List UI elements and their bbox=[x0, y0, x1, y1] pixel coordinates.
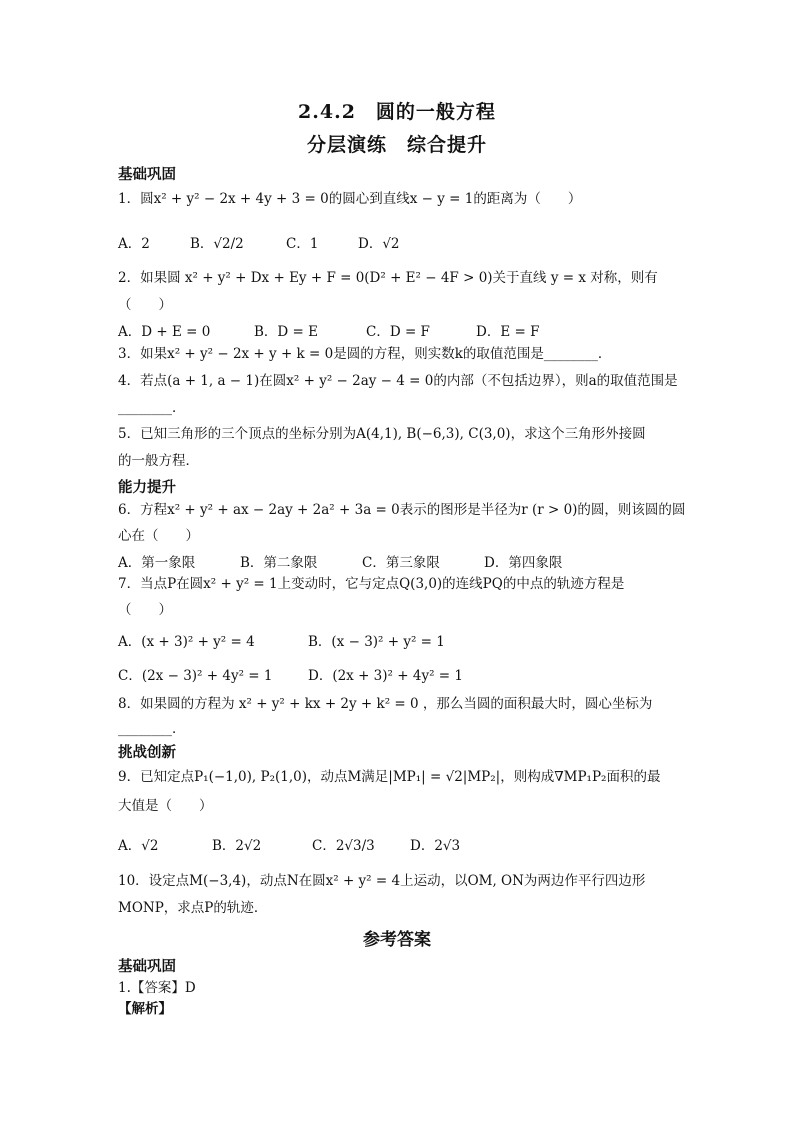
question-7-stem-line2: （ ） bbox=[118, 602, 172, 618]
question-9-stem-line1: 9．已知定点P₁(−1,0), P₂(1,0)，动点M满足|MP₁| = √2|MP₂|，则构成∇MP₁P₂面积的最 bbox=[118, 769, 661, 785]
question-2-stem-line1: 2．如果圆 x² + y² + Dx + Ey + F = 0(D² + E² − 4F > 0)关于直线 y = x 对称，则有 bbox=[118, 270, 658, 286]
q2-option-d: D．E = F bbox=[476, 324, 540, 340]
question-10-stem-line1: 10．设定点M(−3,4)，动点N在圆x² + y² = 4上运动，以OM, ON为两边作平行四边形 bbox=[118, 873, 646, 889]
question-5-stem-line1: 5．已知三角形的三个顶点的坐标分别为A(4,1), B(−6,3), C(3,0)，求这个三角形外接圆 bbox=[118, 426, 646, 442]
q1-option-b: B．√2/2 bbox=[190, 236, 244, 252]
q1-option-c: C．1 bbox=[286, 236, 319, 252]
q7-option-c: C．(2x − 3)² + 4y² = 1 bbox=[118, 668, 273, 684]
q7-option-a: A．(x + 3)² + y² = 4 bbox=[118, 634, 255, 650]
section-ability: 能力提升 bbox=[118, 479, 176, 496]
q1-option-a: A．2 bbox=[118, 236, 150, 252]
q9-option-d: D．2√3 bbox=[410, 838, 461, 854]
q6-option-a: A．第一象限 bbox=[118, 555, 196, 571]
question-5-stem-line2: 的一般方程． bbox=[118, 453, 199, 469]
question-10-stem-line2: MONP，求点P的轨迹． bbox=[118, 900, 268, 916]
q2-option-a: A．D + E = 0 bbox=[118, 324, 211, 340]
question-8-stem-line2: ________． bbox=[118, 721, 186, 737]
q9-option-b: B．2√2 bbox=[212, 838, 262, 854]
question-7-stem-line1: 7．当点P在圆x² + y² = 1上变动时，它与定点Q(3,0)的连线PQ的中点的轨迹方程是 bbox=[118, 576, 625, 592]
q9-option-c: C．2√3/3 bbox=[312, 838, 375, 854]
q1-option-d: D．√2 bbox=[358, 236, 400, 252]
q6-option-b: B．第二象限 bbox=[240, 555, 318, 571]
answer-1-line: 1.【答案】D bbox=[118, 980, 196, 996]
page-subtitle: 分层演练 综合提升 bbox=[306, 134, 487, 156]
q7-option-b: B．(x − 3)² + y² = 1 bbox=[308, 634, 445, 650]
section-basic: 基础巩固 bbox=[118, 166, 176, 183]
page-title: 2.4.2 圆的一般方程 bbox=[298, 101, 496, 123]
question-4-stem-line1: 4．若点(a + 1, a − 1)在圆x² + y² − 2ay − 4 = 0的内部（不包括边界），则a的取值范围是 bbox=[118, 373, 678, 389]
q9-option-a: A．√2 bbox=[118, 838, 159, 854]
answer-1-analysis-label: 【解析】 bbox=[118, 1001, 172, 1017]
question-8-stem-line1: 8．如果圆的方程为 x² + y² + kx + 2y + k² = 0 ，那么当圆的面积最大时，圆心坐标为 bbox=[118, 696, 653, 712]
question-3-stem: 3．如果x² + y² − 2x + y + k = 0是圆的方程，则实数k的取值范围是________． bbox=[118, 346, 612, 362]
answers-heading: 参考答案 bbox=[363, 930, 431, 950]
question-9-stem-line2: 大值是（ ） bbox=[118, 798, 213, 814]
question-4-stem-line2: ________． bbox=[118, 400, 186, 416]
q2-option-b: B．D = E bbox=[254, 324, 318, 340]
question-6-stem-line1: 6．方程x² + y² + ax − 2ay + 2a² + 3a = 0表示的图形是半径为r (r > 0)的圆，则该圆的圆 bbox=[118, 502, 686, 518]
q6-option-d: D．第四象限 bbox=[484, 555, 563, 571]
section-basic-answers: 基础巩固 bbox=[118, 958, 176, 975]
question-1-stem: 1．圆x² + y² − 2x + 4y + 3 = 0的圆心到直线x − y = 1的距离为（ ） bbox=[118, 191, 582, 207]
section-challenge: 挑战创新 bbox=[118, 744, 176, 761]
question-6-stem-line2: 心在（ ） bbox=[118, 528, 199, 544]
question-2-stem-line2: （ ） bbox=[118, 297, 172, 313]
q2-option-c: C．D = F bbox=[366, 324, 430, 340]
q6-option-c: C．第三象限 bbox=[362, 555, 440, 571]
q7-option-d: D．(2x + 3)² + 4y² = 1 bbox=[308, 668, 463, 684]
